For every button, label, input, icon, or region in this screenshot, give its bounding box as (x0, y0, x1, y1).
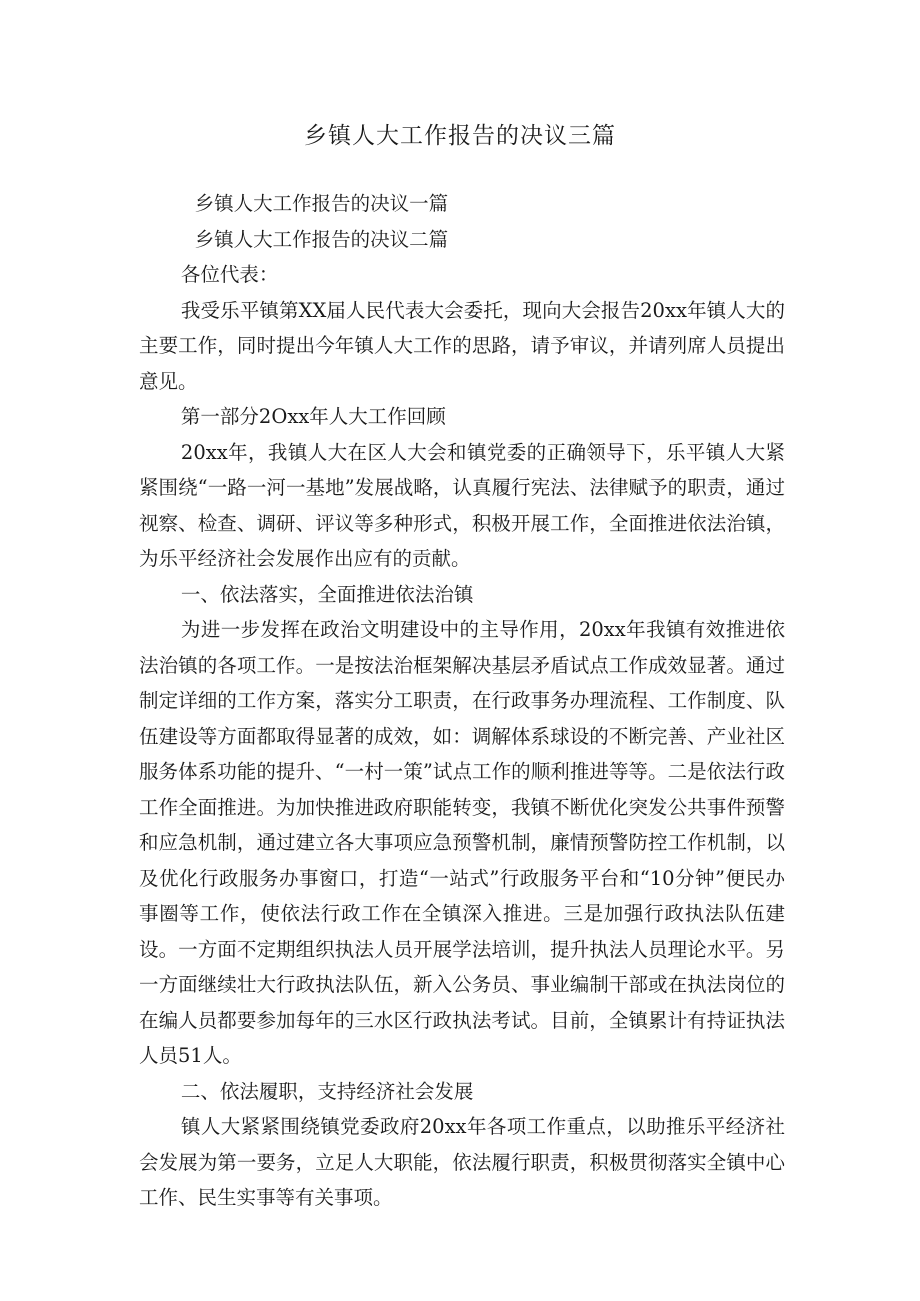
section-one-heading: 一、依法落实，全面推进依法治镇 (180, 582, 474, 606)
section-one-paragraph: 为进一步发挥在政治文明建设中的主导作用，20xx年我镇有效推进依法治镇的各项工作。一是按法治框架解决基层矛盾试点工作成效显著。通过制定详细的工作方案，落实分工职责，在行政事务办理流程、工作制度、队伍建设等方面都取得显著的成效，如：调解体系球设的不断完善、产业社区服务体系功能的提升、“一村一策”试点工作的顺利推进等等。二是依法行政工作全面推进。为加快推进政府职能转变，我镇不断优化突发公共事件预警和应急机制，通过建立各大事项应急预警机制，廉情预警防控工作机制，以及优化行政服务办事窗口，打造“一站式”行政服务平台和“10分钟”便民办事圈等工作，使依法行政工作在全镇深入推进。三是加强行政执法队伍建设。一方面不定期组织执法人员开展学法培训，提升执法人员理论水平。另一方面继续壮大行政执法队伍，新入公务员、事业编制干部或在执法岗位的在编人员都要参加每年的三水区行政执法考试。目前，全镇累计有持证执法人员51人。 (139, 618, 785, 1067)
salutation: 各位代表： (180, 263, 279, 286)
intro-paragraph: 我受乐平镇第XX届人民代表大会委托，现向大会报告20xx年镇人大的主要工作，同时提出今年镇人大工作的思路，请予审议，并请列席人员提出意见。 (139, 298, 785, 393)
document-body (139, 186, 785, 1216)
document-title: 乡镇人大工作报告的决议三篇 (304, 123, 616, 149)
subtitle-two: 乡镇人大工作报告的决议二篇 (194, 227, 449, 251)
section-two-paragraph: 镇人大紧紧围绕镇党委政府20xx年各项工作重点，以助推乐平经济社会发展为第一要务，立足人大职能，依法履行职责，积极贯彻落实全镇中心工作、民生实事等有关事项。 (139, 1115, 785, 1209)
part-one-heading: 第一部分2Oxx年人大工作回顾 (180, 405, 446, 428)
review-paragraph: 20xx年，我镇人大在区人大会和镇党委的正确领导下，乐平镇人大紧紧围绕“一路一河一基地”发展战略，认真履行宪法、法律赋予的职责，通过视察、检查、调研、评议等多种形式，积极开展工作，全面推进依法治镇，为乐平经济社会发展作出应有的贡献。 (139, 440, 785, 570)
subtitle-one: 乡镇人大工作报告的决议一篇 (194, 192, 449, 215)
section-two-heading: 二、依法履职，支持经济社会发展 (180, 1079, 474, 1103)
